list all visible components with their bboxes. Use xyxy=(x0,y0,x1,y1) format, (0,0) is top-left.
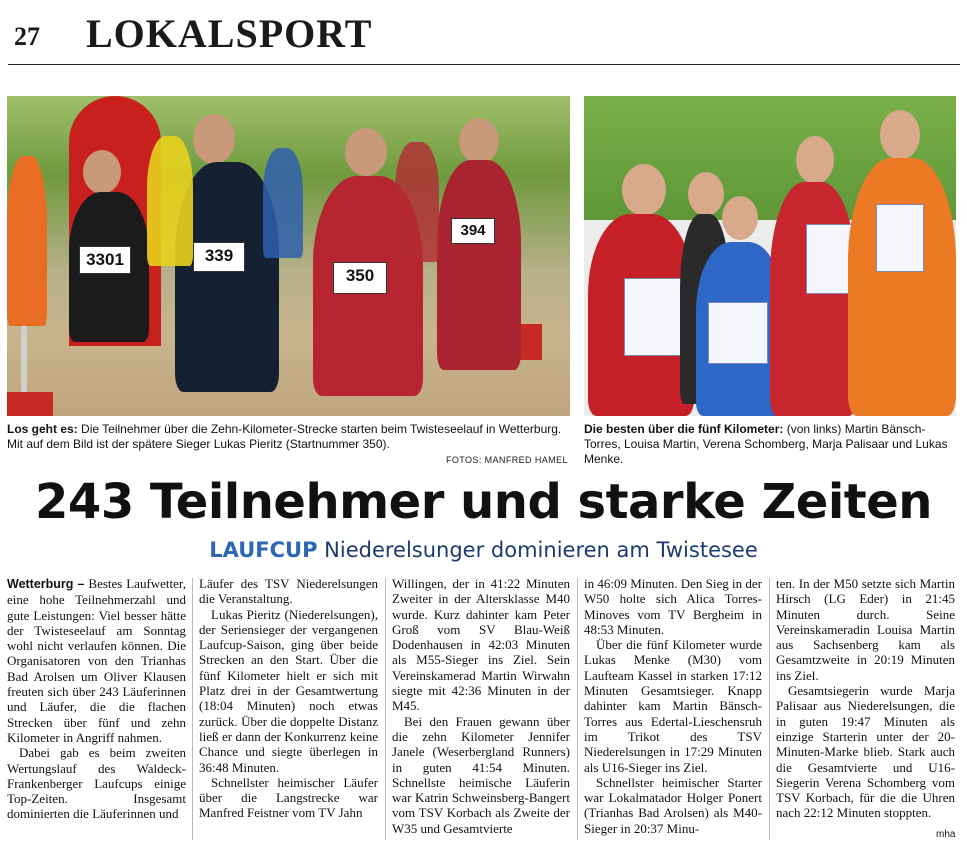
article-column-2 xyxy=(199,576,378,821)
paragraph: Lukas Pieritz (Niederelsungen), der Seriensieger der vergangenen Laufcup-Saison, ging über beide Strecken an den Start. Über die fünf Kilometer hielt er sich mit Platz drei in der Gesamtwertung (18:04 Minuten) noch etwas zurück. Über die doppelte Distanz ließ er dann der Konkurrenz keine Chance und siegte überlegen in 36:48 Minuten. xyxy=(199,606,378,775)
caption-lead: Los geht es: xyxy=(7,422,78,436)
page-number: 27 xyxy=(14,22,40,51)
paragraph: Gesamtsiegerin wurde Marja Palisaar aus Niederelsungen, die in guten 19:47 Minuten als einzige Starterin unter der 20-Minuten-Marke blieb. Stark auch die Gesamtvierte und U16-Siegerin Verena Schomberg vom TSV Korbach, für die die Uhren nach 22:12 Minuten stoppten. xyxy=(776,683,955,821)
photo-credit: FOTOS: MANFRED HAMEL xyxy=(446,455,568,465)
column-rule xyxy=(385,578,386,840)
subheadline xyxy=(0,538,967,562)
athlete xyxy=(848,158,956,416)
article-column-3 xyxy=(392,576,570,836)
paragraph: Willingen, der in 41:22 Minuten Zweiter in der Altersklasse M40 wurde. Kurz dahinter kam Peter Groß vom SV Blau-Weiß Dodenhausen in 42:03 Minuten als M55-Sieger ins Ziel. Sein Vereinskamerad Martin Wirwahn siegte mit 42:36 Minuten in der M45. xyxy=(392,576,570,714)
paragraph: in 46:09 Minuten. Den Sieg in der W50 holte sich Alica Torres-Minoves vom TV Bergheim in 48:53 Minuten. xyxy=(584,576,763,637)
certificate xyxy=(876,204,924,272)
runner xyxy=(437,160,521,370)
paragraph: Läufer des TSV Niederelsungen die Veranstaltung. xyxy=(199,576,378,607)
start-number: 3301 xyxy=(79,246,131,274)
paragraph: Über die fünf Kilometer wurde Lukas Menke (M30) vom Laufteam Kassel in starken 17:12 Minuten Gesamtsieger. Knapp dahinter kam Martin Bänsch-Torres aus Edertal-Lieschensruh im Trikot des TSV Niederelsungen in 17:29 Minuten als U16-Sieger ins Ziel. xyxy=(584,637,762,775)
article-column-4 xyxy=(584,576,762,836)
start-number: 350 xyxy=(333,262,387,294)
photo-caption-left xyxy=(7,422,570,452)
author-signature: mha xyxy=(936,829,956,840)
header-rule xyxy=(8,64,960,65)
start-number: 394 xyxy=(451,218,495,244)
photo-start-runners xyxy=(7,96,570,416)
article-column-5 xyxy=(776,576,955,821)
paragraph: ten. In der M50 setzte sich Martin Hirsch (LG Eder) in 21:45 Minuten durch. Seine Vereinskameradin Louisa Martin aus Sachsenberg kam als Gesamtzweite in 20:19 Minuten ins Ziel. xyxy=(776,576,955,683)
certificate xyxy=(708,302,768,364)
dateline: Wetterburg – xyxy=(7,577,85,591)
photo-caption-right xyxy=(584,422,956,467)
paragraph: Schnellster heimischer Starter war Lokalmatador Holger Ponert (Trianhas Bad Arolsen) als M40-Sieger in 20:37 Minu- xyxy=(584,774,762,836)
caption-lead: Die besten über die fünf Kilometer: xyxy=(584,422,784,436)
photo-5km-winners xyxy=(584,96,956,416)
article-column-1 xyxy=(7,576,186,822)
start-number: 339 xyxy=(193,242,245,272)
kicker: LAUFCUP xyxy=(209,538,318,562)
column-rule xyxy=(769,578,770,840)
caption-text: (von links) Martin Bänsch-Torres, Louisa Martin, Verena Schomberg, Marja Palisaar und Lukas Menke. xyxy=(584,422,948,466)
caption-text: Die Teilnehmer über die Zehn-Kilometer-Strecke starten beim Twisteseelauf in Wetterburg. Mit auf dem Bild ist der spätere Sieger Lukas Pieritz (Startnummer 350). xyxy=(7,422,562,451)
barrier-base xyxy=(7,392,53,416)
section-title: LOKALSPORT xyxy=(86,11,373,56)
paragraph: Bestes Laufwetter, eine hohe Teilnehmerzahl und gute Leistungen: Viel besser hätte der Twisteseelauf am Sonntag wohl nicht verlaufen können. Die Organisatoren von den Trianhas Bad Arolsen um Oliver Klausen freuten sich über 243 Läuferinnen und Läufer, die die flachen Strecken über fünf und zehn Kilometer in Angriff nahmen. xyxy=(7,576,186,745)
athlete xyxy=(770,182,856,416)
subheadline-text: Niederelsunger dominieren am Twistesee xyxy=(324,538,758,562)
paragraph: Dabei gab es beim zweiten Wertungslauf des Waldeck-Frankenberger Laufcups einige Top-Zeiten. Insgesamt dominierten die Läuferinnen und xyxy=(7,745,186,822)
paragraph: Schnellster heimischer Läufer über die Langstrecke war Manfred Feistner vom TV Jahn xyxy=(199,774,378,821)
column-rule xyxy=(192,578,193,840)
paragraph: Bei den Frauen gewann über die zehn Kilometer Jennifer Janele (Weserbergland Runners) in guten 41:54 Minuten. Schnellste heimische Läuferin war Katrin Schweinsberg-Bangert vom TSV Korbach als Zweite der W35 und Gesamtvierte xyxy=(392,713,570,836)
headline: 243 Teilnehmer und starke Zeiten xyxy=(35,474,932,530)
column-rule xyxy=(577,578,578,840)
certificate xyxy=(624,278,688,356)
